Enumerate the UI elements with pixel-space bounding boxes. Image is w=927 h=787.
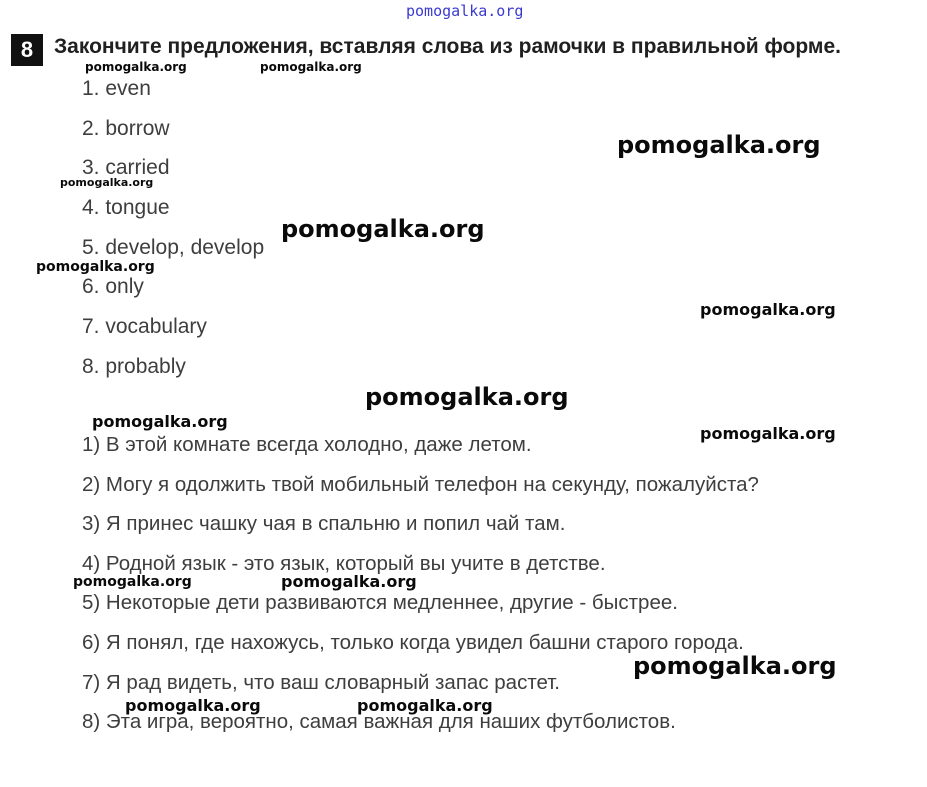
- answer-item: 3. carried: [82, 156, 170, 180]
- answer-item: 1. even: [82, 77, 151, 100]
- watermark: pomogalka.org: [281, 572, 417, 591]
- sentence-item: 5) Некоторые дети развиваются медленнее, другие - быстрее.: [82, 591, 678, 615]
- watermark: pomogalka.org: [36, 259, 155, 275]
- answer-list: [82, 76, 264, 394]
- watermark: pomogalka.org: [617, 131, 821, 159]
- task-number-badge: 8: [11, 34, 43, 66]
- sentence-item: 8) Эта игра, вероятно, самая важная для наших футболистов.: [82, 710, 676, 734]
- watermark: pomogalka.org: [633, 652, 837, 680]
- watermark: pomogalka.org: [73, 574, 192, 590]
- sentence-item: 1) В этой комнате всегда холодно, даже летом.: [82, 433, 532, 456]
- answer-item: 2. borrow: [82, 116, 170, 140]
- answer-item: 4. tongue: [82, 196, 170, 220]
- sentence-item: 4) Родной язык - это язык, который вы учите в детстве.: [82, 551, 606, 575]
- watermark: pomogalka.org: [60, 176, 154, 189]
- answer-item: 6. only: [82, 275, 144, 299]
- watermark: pomogalka.org: [281, 215, 485, 243]
- watermark: pomogalka.org: [92, 412, 228, 431]
- watermark: pomogalka.org: [365, 383, 569, 411]
- watermark: pomogalka.org: [700, 300, 836, 319]
- watermark: pomogalka.org: [260, 60, 362, 74]
- answer-item: 5. develop, develop: [82, 235, 265, 259]
- sentence-item: 3) Я принес чашку чая в спальню и попил чай там.: [82, 512, 566, 536]
- answer-item: 8. probably: [82, 354, 186, 378]
- watermark: pomogalka.org: [357, 696, 493, 715]
- sentence-item: 6) Я понял, где нахожусь, только когда увидел башни старого города.: [82, 630, 744, 654]
- watermark: pomogalka.org: [125, 696, 261, 715]
- answer-item: 7. vocabulary: [82, 315, 207, 339]
- watermark: pomogalka.org: [700, 424, 836, 443]
- watermark: pomogalka.org: [85, 60, 187, 74]
- site-link[interactable]: pomogalka.org: [406, 2, 524, 20]
- task-title: Закончите предложения, вставляя слова из рамочки в правильной форме.: [54, 35, 841, 58]
- sentence-item: 2) Могу я одолжить твой мобильный телефон на секунду, пожалуйста?: [82, 472, 759, 496]
- sentence-item: 7) Я рад видеть, что ваш словарный запас растет.: [82, 670, 561, 694]
